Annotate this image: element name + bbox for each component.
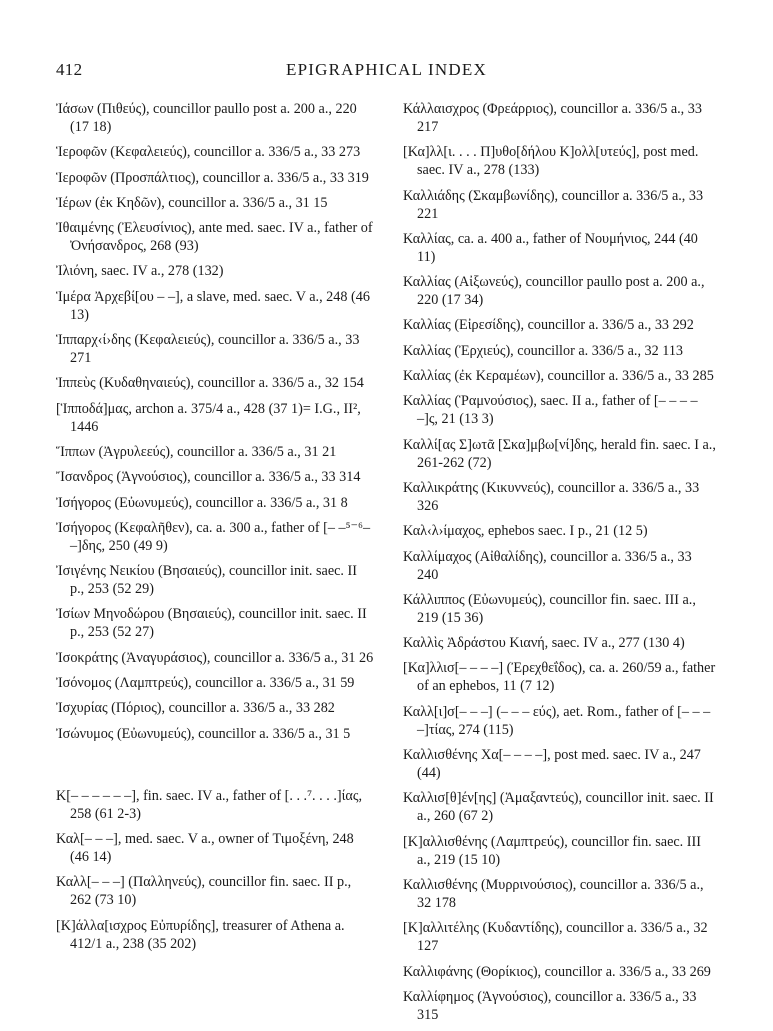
index-entry: Καλλισθένης Χα[– – – –], post med. saec. IV a., 247 (44) bbox=[403, 747, 701, 782]
index-entry: Ἱεροφῶν (Προσπάλτιος), councillor a. 336/5 a., 33 319 bbox=[56, 169, 369, 186]
index-entry: Καλλίας (Ἐρχιεύς), councillor a. 336/5 a., 32 113 bbox=[403, 342, 684, 359]
index-entry: Ἱέρων (ἐκ Κηδῶν), councillor a. 336/5 a., 31 15 bbox=[56, 194, 328, 211]
index-entry: Ἱππαρχ‹ί›δης (Κεφαλειεύς), councillor a. 336/5 a., 33 271 bbox=[56, 332, 360, 367]
index-entry: Ἱεροφῶν (Κεφαλειεύς), councillor a. 336/5 a., 33 273 bbox=[56, 144, 361, 161]
index-entry: Καλλίας (Αἰξωνεύς), councillor paullo post a. 200 a., 220 (17 34) bbox=[403, 274, 705, 309]
index-entry: Ἱμέρα Ἀρχεβί[ου – –], a slave, med. saec. V a., 248 (46 13) bbox=[56, 288, 370, 323]
index-entry: Ἰάσων (Πιθεύς), councillor paullo post a. 200 a., 220 (17 18) bbox=[56, 101, 357, 135]
index-entry: Καλλισ[θ]έν[ης] (Ἁμαξαντεύς), councillor init. saec. II a., 260 (67 2) bbox=[403, 790, 714, 825]
index-entry: [Κ]αλλισθένης (Λαμπτρεύς), councillor fin. saec. III a., 219 (15 10) bbox=[403, 833, 701, 868]
index-entry: Κ[– – – – – –], fin. saec. IV a., father of [. . .⁷. . . .]ίας, 258 (61 2-3) bbox=[56, 787, 363, 822]
index-entry: Ἴσανδρος (Ἁγνούσιος), councillor a. 336/5 a., 33 314 bbox=[56, 469, 361, 486]
page-header bbox=[0, 60, 773, 86]
index-entry: Ἰσίων Μηνοδώρου (Βησαιεύς), councillor init. saec. II p., 253 (52 27) bbox=[56, 606, 367, 641]
index-entry: Ἰσιγένης Νεικίου (Βησαιεύς), councillor init. saec. II p., 253 (52 29) bbox=[56, 563, 357, 598]
index-entry: Καλλίας (Εἰρεσίδης), councillor a. 336/5 a., 33 292 bbox=[403, 317, 694, 334]
index-entry: Ἰσόνομος (Λαμπτρεύς), councillor a. 336/5 a., 31 59 bbox=[56, 675, 355, 692]
page-number: 412 bbox=[56, 60, 83, 79]
index-entry: Καλλί[ας Σ]ωτᾶ [Σκα]μβω[νί]δης, herald fin. saec. I a., 261-262 (72) bbox=[403, 436, 716, 471]
index-entry: Ἰλιόνη, saec. IV a., 278 (132) bbox=[56, 263, 224, 280]
index-entry: Καλλίφημος (Ἁγνούσιος), councillor a. 336/5 a., 33 315 bbox=[403, 988, 697, 1023]
index-entry: Ἰσώνυμος (Εὐωνυμεύς), councillor a. 336/5 a., 31 5 bbox=[56, 725, 351, 742]
index-entry: Καλλίας (Ῥαμνούσιος), saec. II a., father of [– – – – –]ς, 21 (13 3) bbox=[403, 393, 698, 428]
index-entry: Ἱππεὺς (Κυδαθηναιεύς), councillor a. 336/5 a., 32 154 bbox=[56, 375, 364, 392]
index-entry: [Κ]άλλα[ισχρος Εὐπυρίδης], treasurer of Athena a. 412/1 a., 238 (35 202) bbox=[56, 917, 345, 952]
running-head: EPIGRAPHICAL INDEX bbox=[286, 60, 487, 79]
index-entry: [Κ]αλλιτέλης (Κυδαντίδης), councillor a. 336/5 a., 32 127 bbox=[403, 920, 708, 955]
index-entry: Καλλὶς Ἀδράστου Κιανή, saec. IV a., 277 (130 4) bbox=[403, 635, 685, 652]
index-entry: Καλ‹λ›ίμαχος, ephebos saec. I p., 21 (12 5) bbox=[403, 523, 648, 540]
index-entry: Καλλιφάνης (Θορίκιος), councillor a. 336/5 a., 33 269 bbox=[403, 963, 711, 980]
index-entry: Καλλ[ι]σ[– – –] (– – – εύς), aet. Rom., father of [– – – –]τίας, 274 (115) bbox=[403, 703, 711, 738]
index-entry: Καλλικράτης (Κικυννεύς), councillor a. 336/5 a., 33 326 bbox=[403, 479, 700, 514]
index-entry: Ἰσοκράτης (Ἀναγυράσιος), councillor a. 336/5 a., 31 26 bbox=[56, 649, 374, 666]
index-entry: Ἰσήγορος (Εὐωνυμεύς), councillor a. 336/5 a., 31 8 bbox=[56, 494, 348, 511]
index-entry: Καλλισθένης (Μυρρινούσιος), councillor a. 336/5 a., 32 178 bbox=[403, 876, 704, 911]
index-entry: Ἰσήγορος (Κεφαλῆθεν), ca. a. 300 a., father of [– –⁵⁻⁶– –]δης, 250 (49 9) bbox=[56, 519, 371, 554]
index-entry: Ἰθαιμένης (Ἐλευσίνιος), ante med. saec. IV a., father of Ὀνήσανδρος, 268 (93) bbox=[56, 220, 373, 255]
index-column-left bbox=[56, 100, 374, 960]
index-entry: Ἰσχυρίας (Πόριος), councillor a. 336/5 a., 33 282 bbox=[56, 700, 335, 717]
index-entry: [Ἱπποδά]μας, archon a. 375/4 a., 428 (37 1)= I.G., II², 1446 bbox=[56, 400, 361, 435]
index-entry: Καλλιάδης (Σκαμβωνίδης), councillor a. 336/5 a., 33 221 bbox=[403, 187, 704, 222]
index-entry: Κάλλιππος (Εὐωνυμεύς), councillor fin. saec. III a., 219 (15 36) bbox=[403, 591, 696, 626]
index-entry: Καλλίας, ca. a. 400 a., father of Νουμήνιος, 244 (40 11) bbox=[403, 230, 698, 265]
index-entry: Καλ[– – –], med. saec. V a., owner of Τιμοξένη, 248 (46 14) bbox=[56, 830, 354, 865]
index-column-right bbox=[403, 100, 716, 1031]
index-entry: Ἵππων (Ἀγρυλεεύς), councillor a. 336/5 a., 31 21 bbox=[56, 443, 337, 460]
index-entry: Κάλλαισχρος (Φρεάρριος), councillor a. 336/5 a., 33 217 bbox=[403, 101, 702, 135]
index-entry: Καλλίμαχος (Αἰθαλίδης), councillor a. 336/5 a., 33 240 bbox=[403, 548, 692, 583]
index-entry: Καλλ[– – –] (Παλληνεύς), councillor fin. saec. II p., 262 (73 10) bbox=[56, 874, 352, 909]
index-entry: [Κα]λλ[ι. . . . Π]υθο[δήλου Κ]ολλ[υτεύς], post med. saec. IV a., 278 (133) bbox=[403, 144, 699, 179]
index-entry: [Κα]λλισ[– – – –] (Ἐρεχθεΐδος), ca. a. 260/59 a., father of an ephebos, 11 (7 12) bbox=[403, 660, 716, 695]
index-entry: Καλλίας (ἐκ Κεραμέων), councillor a. 336/5 a., 33 285 bbox=[403, 368, 714, 385]
